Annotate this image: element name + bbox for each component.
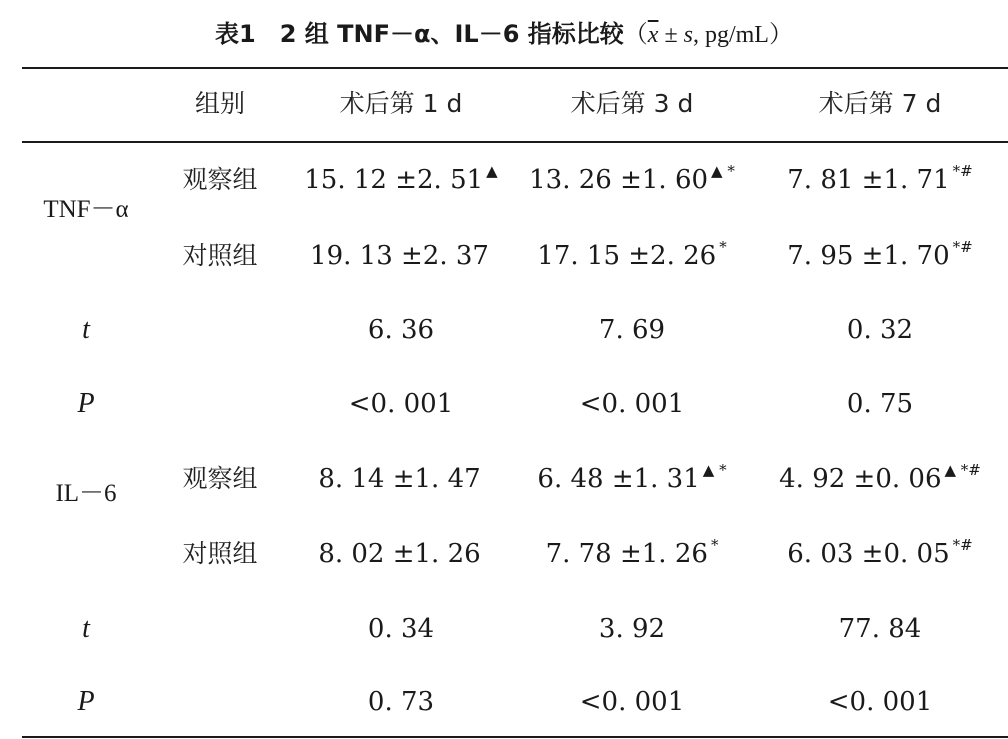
- caption-mean-symbol: $\overline{x}$: [647, 22, 659, 48]
- significance-mark: ▲ *#: [944, 461, 981, 480]
- value-cell: 6. 36: [367, 315, 435, 345]
- value-cell: 7. 78 ±1. 26 *: [545, 536, 719, 569]
- row-label-tnf: TNF－α: [43, 196, 129, 223]
- significance-mark: ▲: [486, 162, 498, 181]
- significance-mark: *#: [952, 162, 973, 181]
- value-cell: 7. 95 ±1. 70 *#: [787, 238, 973, 271]
- header-day3: 术后第 3 d: [570, 89, 694, 118]
- stat-label-p: P: [77, 388, 95, 419]
- significance-mark: *#: [952, 536, 973, 555]
- value-cell: <0. 001: [579, 687, 685, 717]
- value-cell: 17. 15 ±2. 26 *: [537, 238, 727, 271]
- caption-unit-text: , pg/mL: [692, 22, 769, 48]
- stat-label-p: P: [77, 686, 95, 717]
- value-cell: 8. 02 ±1. 26: [318, 539, 481, 569]
- value-cell: 3. 92: [598, 614, 666, 644]
- stat-label-t: t: [82, 613, 90, 644]
- caption-plus-minus: ±: [658, 22, 684, 48]
- value-cell: 6. 03 ±0. 05 *#: [787, 536, 973, 569]
- value-cell: <0. 001: [579, 389, 685, 419]
- significance-mark: ▲ *: [702, 461, 727, 480]
- caption-title: 表1 2 组 TNF－α、IL－6 指标比较: [215, 20, 624, 48]
- header-group: 组别: [194, 89, 245, 118]
- value-cell: <0. 001: [348, 389, 454, 419]
- header-day1: 术后第 1 d: [339, 89, 463, 118]
- group-cell: 观察组: [182, 165, 258, 194]
- stat-label-t: t: [82, 314, 90, 345]
- significance-mark: *#: [952, 238, 973, 257]
- value-cell: 6. 48 ±1. 31 ▲ *: [537, 461, 727, 494]
- table-top-rule: [22, 67, 1008, 69]
- header-day7: 术后第 7 d: [818, 89, 942, 118]
- caption-paren-close: ）: [768, 22, 793, 48]
- caption-sd-symbol: s: [683, 22, 693, 48]
- table-bottom-rule: [22, 736, 1008, 738]
- caption-units: [624, 22, 793, 48]
- table-caption: [0, 14, 1008, 54]
- significance-mark: *: [719, 238, 727, 257]
- significance-mark: ▲ *: [711, 162, 735, 181]
- value-cell: 0. 73: [367, 687, 435, 717]
- value-cell: 7. 81 ±1. 71 *#: [787, 162, 973, 195]
- value-cell: 7. 69: [598, 315, 666, 345]
- significance-mark: *: [710, 536, 719, 555]
- group-cell: 对照组: [182, 539, 258, 568]
- row-label-il6: IL－6: [55, 480, 117, 507]
- value-cell: 0. 34: [367, 614, 435, 644]
- group-cell: 对照组: [182, 241, 258, 270]
- value-cell: 8. 14 ±1. 47: [318, 464, 481, 494]
- table-header-rule: [22, 141, 1008, 143]
- value-cell: <0. 001: [827, 687, 933, 717]
- value-cell: 0. 32: [846, 315, 914, 345]
- value-cell: 77. 84: [838, 614, 922, 644]
- value-cell: 15. 12 ±2. 51 ▲: [304, 162, 498, 195]
- value-cell: 13. 26 ±1. 60 ▲ *: [529, 162, 735, 195]
- caption-paren-open: （: [623, 22, 648, 48]
- value-cell: 0. 75: [846, 389, 914, 419]
- value-cell: 4. 92 ±0. 06 ▲ *#: [779, 461, 981, 494]
- value-cell: 19. 13 ±2. 37: [310, 241, 489, 271]
- group-cell: 观察组: [182, 464, 258, 493]
